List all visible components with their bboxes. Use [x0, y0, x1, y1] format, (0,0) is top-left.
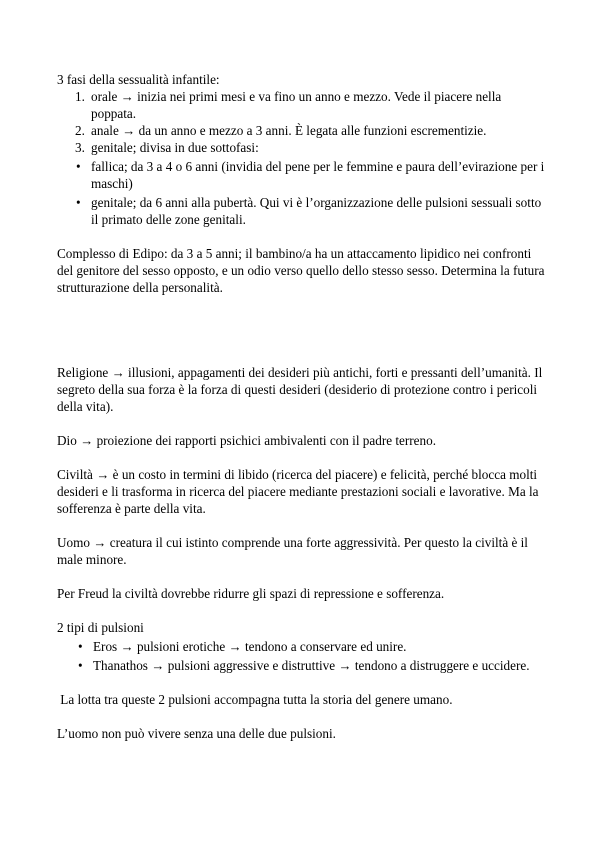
- bullet-icon: •: [78, 639, 83, 654]
- bullet-icon: •: [78, 658, 83, 673]
- list-item-text: orale → inizia nei primi mesi e va fino un anno e mezzo. Vede il piacere nella poppata.: [91, 89, 502, 121]
- list-item-text: genitale; divisa in due sottofasi:: [91, 140, 259, 155]
- list-item-text: anale → da un anno e mezzo a 3 anni. È legata alle funzioni escrementizie.: [91, 123, 487, 138]
- list-item-text: Eros → pulsioni erotiche → tendono a conservare ed unire.: [93, 639, 407, 654]
- paragraph-edipo: Complesso di Edipo: da 3 a 5 anni; il bambino/a ha un attaccamento lipidico nei confronti del genitore del sesso opposto, e un odio verso quello dello stesso sesso. Determina la futura strutturazione della personalità.: [57, 246, 545, 295]
- section-title-pulsioni: 2 tipi di pulsioni: [57, 620, 144, 635]
- paragraph-dio: Dio → proiezione dei rapporti psichici ambivalenti con il padre terreno.: [57, 433, 437, 448]
- list-item-text: genitale; da 6 anni alla pubertà. Qui vi è l’organizzazione delle pulsioni sessuali sotto il primato delle zone genitali.: [91, 195, 542, 227]
- bullet-icon: •: [76, 159, 81, 174]
- list-item: [57, 194, 547, 228]
- pulsioni-bullet-list: [57, 638, 547, 674]
- paragraph-conclusione: L’uomo non può vivere senza una delle due pulsioni.: [57, 726, 336, 741]
- list-number: 3.: [75, 140, 85, 155]
- list-item: [57, 88, 547, 122]
- list-item: [57, 139, 547, 156]
- list-item-text: Thanathos → pulsioni aggressive e distruttive → tendono a distruggere e uccidere.: [93, 658, 530, 673]
- list-number: 2.: [75, 123, 85, 138]
- paragraph-uomo: Uomo → creatura il cui istinto comprende una forte aggressività. Per questo la civiltà è il male minore.: [57, 535, 528, 567]
- list-item: [57, 122, 547, 139]
- sottofasi-bullet-list: [57, 158, 547, 228]
- list-item: [57, 158, 547, 192]
- list-item-text: fallica; da 3 a 4 o 6 anni (invidia del pene per le femmine e paura dell’evirazione per i maschi): [91, 159, 545, 191]
- fasi-numbered-list: [57, 88, 547, 156]
- paragraph-lotta: La lotta tra queste 2 pulsioni accompagna tutta la storia del genere umano.: [57, 692, 453, 707]
- list-item: [57, 657, 547, 674]
- list-item: [57, 638, 547, 655]
- list-number: 1.: [75, 89, 85, 104]
- paragraph-religione: Religione → illusioni, appagamenti dei desideri più antichi, forti e pressanti dell’umanità. Il segreto della sua forza è la forza di questi desideri (desiderio di protezione contro i pericoli della vita).: [57, 365, 543, 414]
- bullet-icon: •: [76, 195, 81, 210]
- document-page: [57, 71, 547, 742]
- paragraph-freud: Per Freud la civiltà dovrebbe ridurre gli spazi di repressione e sofferenza.: [57, 586, 445, 601]
- paragraph-civilta: Civiltà → è un costo in termini di libido (ricerca del piacere) e felicità, perché blocca molti desideri e li trasforma in ricerca del piacere mediante prestazioni sociali e lavorative. Ma la sofferenza è parte della vita.: [57, 467, 539, 516]
- section-title-fasi: 3 fasi della sessualità infantile:: [57, 72, 220, 87]
